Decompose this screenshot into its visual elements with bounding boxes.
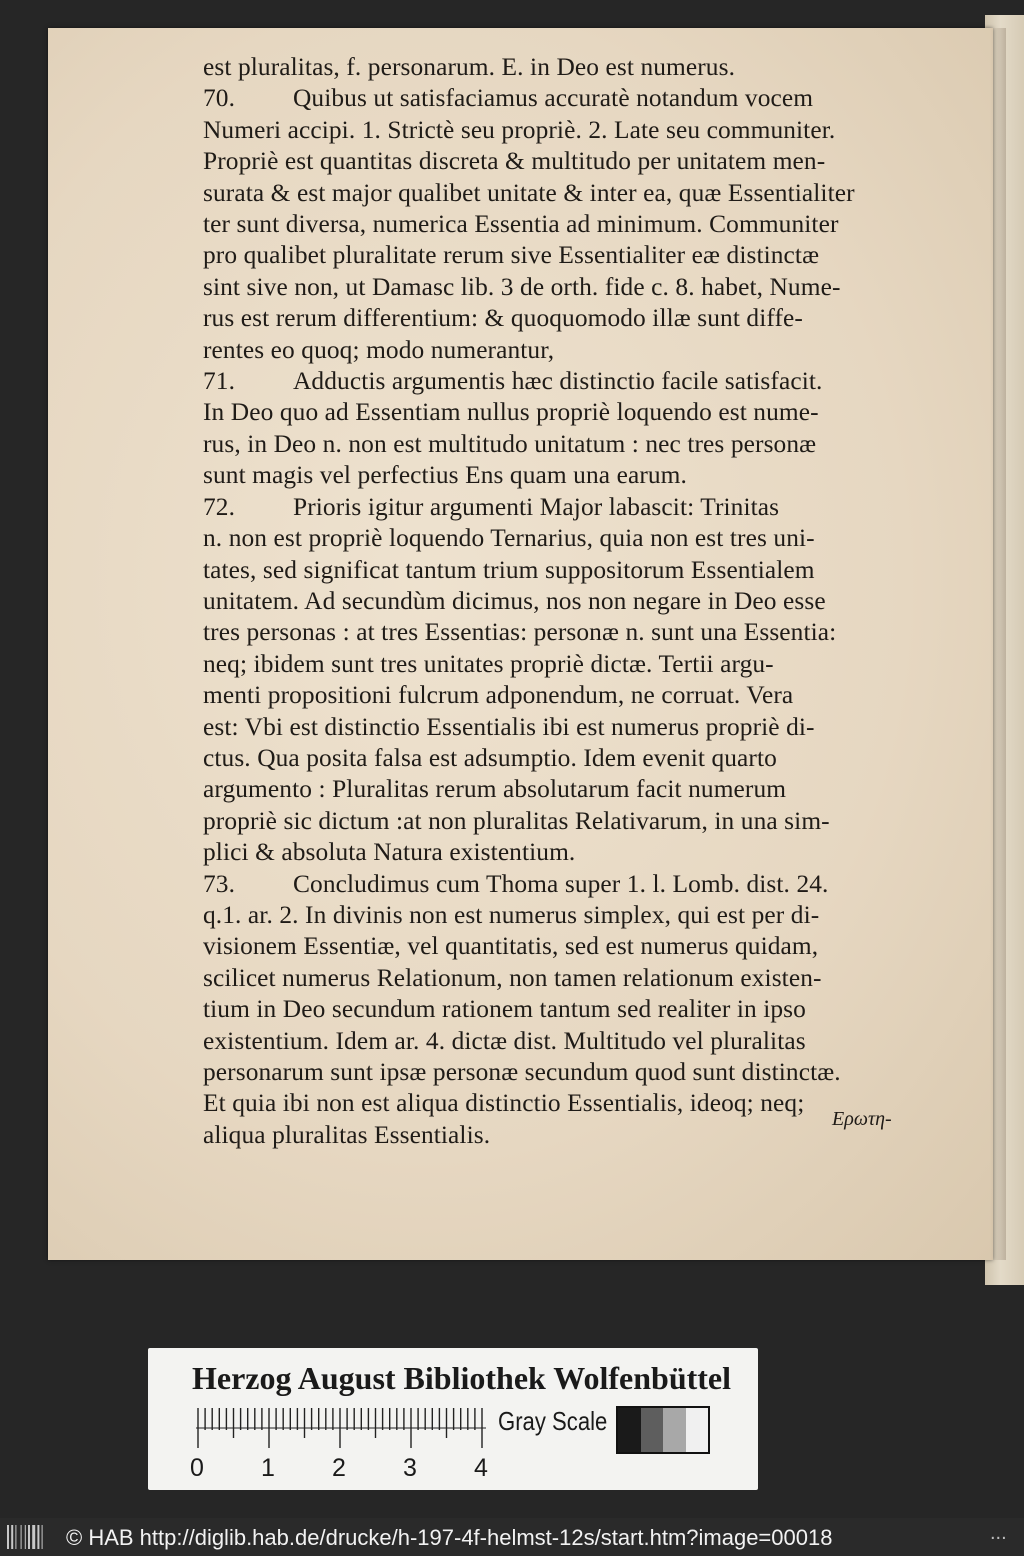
barcode-bar — [25, 1525, 26, 1549]
status-bar — [0, 1518, 1024, 1556]
text-line — [203, 115, 903, 146]
text-line-content: ctus. Qua posita falsa est adsumptio. Idem evenit quarto — [203, 743, 777, 772]
text-line — [203, 492, 903, 523]
text-line — [203, 555, 903, 586]
text-line — [203, 178, 903, 209]
ruler-number: 3 — [403, 1454, 417, 1482]
ruler-number: 4 — [474, 1454, 488, 1482]
text-line — [203, 774, 903, 805]
ruler-number: 0 — [190, 1454, 204, 1482]
text-line — [203, 900, 903, 931]
barcode-bar — [42, 1525, 43, 1549]
text-line-content: In Deo quo ad Essentiam nullus propriè loquendo est nume- — [203, 398, 819, 427]
paragraph-number: 72. — [203, 492, 236, 521]
text-line-content: tium in Deo secundum rationem tantum sed realiter in ipso — [203, 995, 806, 1024]
text-line — [203, 1088, 903, 1119]
text-line — [203, 1026, 903, 1057]
text-line-content: scilicet numerus Relationum, non tamen relationum existen- — [203, 963, 822, 992]
text-line-content: q.1. ar. 2. In divinis non est numerus simplex, qui est per di- — [203, 900, 820, 929]
ruler-number: 2 — [332, 1454, 346, 1482]
text-line-content: tates, sed significat tantum trium suppositorum Essentialem — [203, 555, 815, 584]
text-line — [203, 366, 903, 397]
text-line-content: sint sive non, ut Damasc lib. 3 de orth. fide c. 8. habet, Nume- — [203, 272, 841, 301]
text-line-content: Quibus ut satisfaciamus accuratè notandum vocem — [293, 84, 814, 113]
text-line — [203, 397, 903, 428]
text-line-content: est pluralitas, f. personarum. E. in Deo est numerus. — [203, 53, 736, 81]
barcode-icon — [6, 1524, 48, 1550]
text-line-content: surata & est major qualibet unitate & inter ea, quæ Essentialiter — [203, 178, 855, 207]
barcode-bar — [28, 1525, 30, 1549]
text-line — [203, 617, 903, 648]
text-line — [203, 272, 903, 303]
text-line-content: rentes eo quoq; modo numerantur, — [203, 335, 555, 364]
text-line — [203, 209, 903, 240]
text-line-content: Propriè est quantitas discreta & multitudo per unitatem men- — [203, 147, 826, 176]
barcode-bar — [7, 1525, 9, 1549]
text-line — [203, 743, 903, 774]
text-line — [203, 994, 903, 1025]
text-line-content: sunt magis vel perfectius Ens quam una earum. — [203, 461, 687, 490]
text-line-content: ter sunt diversa, numerica Essentia ad minimum. Communiter — [203, 210, 839, 239]
text-line — [203, 146, 903, 177]
page-text — [203, 52, 903, 1151]
text-line-content: personarum sunt ipsæ personæ secundum quod sunt distinctæ. — [203, 1058, 841, 1086]
text-line-content: existentium. Idem ar. 4. dictæ dist. Multitudo vel pluralitas — [203, 1026, 806, 1055]
text-line — [203, 963, 903, 994]
paragraph-number: 71. — [203, 367, 236, 396]
text-line — [203, 680, 903, 711]
catchword: Ερωτη- — [832, 1108, 892, 1130]
gray-swatch — [686, 1408, 709, 1452]
credit-link[interactable]: © HAB http://diglib.hab.de/drucke/h-197-4f-helmst-12s/start.htm?image=00018 — [66, 1525, 833, 1550]
text-line-content: Et quia ibi non est aliqua distinctio Essentialis, ideoq; neq; — [203, 1089, 805, 1118]
text-line-content: neq; ibidem sunt tres unitates propriè dictæ. Tertii argu- — [203, 649, 774, 678]
gray-swatch — [663, 1408, 686, 1452]
text-line-content: Concludimus cum Thoma super 1. l. Lomb. dist. 24. — [293, 869, 829, 898]
barcode-bar — [15, 1525, 16, 1549]
text-line-content: rus est rerum differentium: & quoquomodo illæ sunt diffe- — [203, 304, 803, 333]
text-line — [203, 712, 903, 743]
text-line-content: menti propositioni fulcrum adponendum, ne corruat. Vera — [203, 681, 794, 710]
text-line-content: Adductis argumentis hæc distinctio facile satisfacit. — [293, 367, 823, 396]
gray-swatch — [618, 1408, 641, 1452]
text-line-content: aliqua pluralitas Essentialis. — [203, 1120, 491, 1149]
text-line — [203, 52, 903, 83]
paragraph-number: 70. — [203, 84, 236, 113]
barcode-bar — [21, 1525, 22, 1549]
text-line-content: est: Vbi est distinctio Essentialis ibi est numerus propriè di- — [203, 712, 815, 741]
barcode-bar — [32, 1525, 35, 1549]
text-line — [203, 586, 903, 617]
text-line — [203, 303, 903, 334]
text-line — [203, 460, 903, 491]
text-line-content: unitatem. Ad secundùm dicimus, nos non negare in Deo esse — [203, 586, 826, 615]
text-line-content: pro qualibet pluralitate rerum sive Essentialiter eæ distinctæ — [203, 241, 820, 270]
barcode-bar — [37, 1525, 39, 1549]
ruler-scale — [196, 1406, 486, 1454]
library-label-card — [148, 1348, 758, 1490]
text-line — [203, 806, 903, 837]
barcode-bar — [11, 1525, 13, 1549]
gray-scale-swatches — [616, 1406, 710, 1454]
text-line — [203, 1120, 903, 1151]
text-line-content: plici & absoluta Natura existentium. — [203, 838, 576, 867]
text-line-content: propriè sic dictum :at non pluralitas Relativarum, in una sim- — [203, 806, 830, 835]
text-line — [203, 837, 903, 868]
text-line — [203, 83, 903, 114]
text-line-content: Prioris igitur argumenti Major labascit: Trinitas — [293, 492, 780, 521]
paragraph-number: 73. — [203, 869, 236, 898]
text-line — [203, 240, 903, 271]
more-icon[interactable]: ... — [990, 1522, 1007, 1544]
text-line-content: rus, in Deo n. non est multitudo unitatum : nec tres personæ — [203, 429, 817, 458]
text-line — [203, 429, 903, 460]
text-line — [203, 335, 903, 366]
page-gutter-shadow — [990, 28, 1006, 1260]
text-line — [203, 869, 903, 900]
text-line — [203, 1057, 903, 1088]
text-line — [203, 649, 903, 680]
text-line-content: Numeri accipi. 1. Strictè seu propriè. 2. Late seu communiter. — [203, 115, 836, 144]
library-name: Herzog August Bibliothek Wolfenbüttel — [192, 1360, 732, 1396]
ruler-number: 1 — [261, 1454, 275, 1482]
text-line-content: argumento : Pluralitas rerum absolutarum facit numerum — [203, 775, 787, 804]
gray-scale-label: Gray Scale — [498, 1406, 608, 1436]
text-line — [203, 523, 903, 554]
text-line — [203, 931, 903, 962]
text-line-content: visionem Essentiæ, vel quantitatis, sed est numerus quidam, — [203, 932, 819, 961]
gray-swatch — [641, 1408, 664, 1452]
text-line-content: tres personas : at tres Essentias: personæ n. sunt una Essentia: — [203, 618, 837, 647]
text-line-content: n. non est propriè loquendo Ternarius, quia non est tres uni- — [203, 524, 815, 553]
